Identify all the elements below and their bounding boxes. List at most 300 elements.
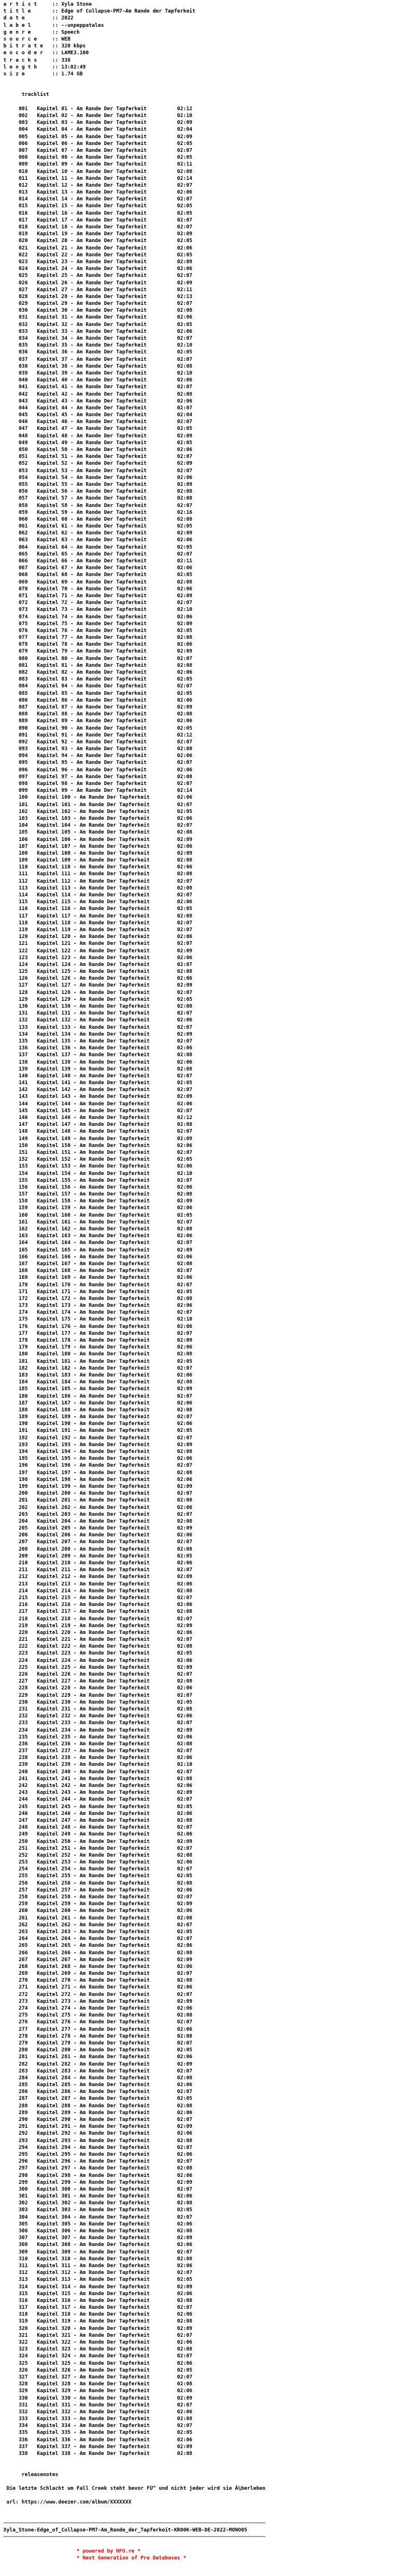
- track-row: 085 Kapitel 85 - Am Rande Der Tapferkeit 02:05: [3, 690, 193, 697]
- track-row: 124 Kapitel 124 - Am Rande Der Tapferkeit 02:07: [3, 961, 193, 968]
- track-row: 321 Kapitel 321 - Am Rande Der Tapferkeit 02:07: [3, 2332, 193, 2338]
- track-row: 202 Kapitel 202 - Am Rande Der Tapferkeit 02:06: [3, 1504, 193, 1511]
- track-row: 217 Kapitel 217 - Am Rande Der Tapferkeit 02:08: [3, 1609, 193, 1615]
- track-row: 027 Kapitel 27 - Am Rande Der Tapferkeit 02:11: [3, 287, 193, 293]
- track-row: 193 Kapitel 193 - Am Rande Der Tapferkeit 02:09: [3, 1442, 193, 1448]
- track-row: 146 Kapitel 146 - Am Rande Der Tapferkeit 02:12: [3, 1115, 193, 1121]
- track-row: 326 Kapitel 326 - Am Rande Der Tapferkeit 02:05: [3, 2367, 193, 2373]
- track-row: 108 Kapitel 108 - Am Rande Der Tapferkeit 02:09: [3, 850, 193, 856]
- track-row: 176 Kapitel 176 - Am Rande Der Tapferkeit 02:06: [3, 1323, 193, 1330]
- track-row: 171 Kapitel 171 - Am Rande Der Tapferkeit 02:05: [3, 1289, 193, 1295]
- track-row: 334 Kapitel 334 - Am Rande Der Tapferkeit 02:07: [3, 2423, 193, 2429]
- track-row: 002 Kapitel 02 - Am Rande Der Tapferkeit 02:10: [3, 113, 193, 119]
- track-row: 251 Kapitel 251 - Am Rande Der Tapferkeit 02:07: [3, 1845, 193, 1852]
- track-row: 106 Kapitel 106 - Am Rande Der Tapferkeit 02:09: [3, 836, 193, 843]
- track-row: 319 Kapitel 319 - Am Rande Der Tapferkeit 02:08: [3, 2319, 193, 2325]
- blank-line: [3, 2506, 403, 2513]
- track-row: 234 Kapitel 234 - Am Rande Der Tapferkeit 02:09: [3, 1727, 193, 1733]
- track-row: 271 Kapitel 271 - Am Rande Der Tapferkeit 02:06: [3, 1985, 193, 1991]
- track-row: 306 Kapitel 306 - Am Rande Der Tapferkeit 02:08: [3, 2228, 193, 2234]
- track-row: 227 Kapitel 227 - Am Rande Der Tapferkeit 02:08: [3, 1679, 193, 1685]
- track-row: 174 Kapitel 174 - Am Rande Der Tapferkeit 02:07: [3, 1310, 193, 1316]
- track-row: 093 Kapitel 93 - Am Rande Der Tapferkeit 02:08: [3, 746, 193, 752]
- track-row: 178 Kapitel 178 - Am Rande Der Tapferkeit 02:09: [3, 1338, 193, 1343]
- track-row: 082 Kapitel 82 - Am Rande Der Tapferkeit 02:06: [3, 670, 193, 675]
- track-row: 163 Kapitel 163 - Am Rande Der Tapferkeit 02:06: [3, 1233, 193, 1239]
- track-row: 304 Kapitel 304 - Am Rande Der Tapferkeit 02:07: [3, 2214, 193, 2220]
- track-row: 257 Kapitel 257 - Am Rande Der Tapferkeit 02:06: [3, 1887, 193, 1893]
- track-row: 070 Kapitel 70 - Am Rande Der Tapferkeit 02:06: [3, 586, 193, 592]
- track-row: 054 Kapitel 54 - Am Rande Der Tapferkeit 02:06: [3, 474, 193, 481]
- header-line: s i z e :: 1.74 GB: [3, 71, 83, 77]
- track-row: 020 Kapitel 20 - Am Rande Der Tapferkeit 02:05: [3, 238, 193, 244]
- track-row: 168 Kapitel 168 - Am Rande Der Tapferkeit 02:07: [3, 1268, 193, 1274]
- track-row: 090 Kapitel 90 - Am Rande Der Tapferkeit 02:05: [3, 725, 193, 731]
- track-row: 083 Kapitel 83 - Am Rande Der Tapferkeit 02:05: [3, 677, 193, 683]
- header-line: a r t i s t :: Xyla Stone: [3, 2, 92, 7]
- track-row: 013 Kapitel 13 - Am Rande Der Tapferkeit 02:06: [3, 190, 193, 196]
- track-row: 189 Kapitel 189 - Am Rande Der Tapferkeit 02:07: [3, 1414, 193, 1420]
- track-row: 153 Kapitel 153 - Am Rande Der Tapferkeit 02:06: [3, 1164, 193, 1170]
- track-row: 220 Kapitel 220 - Am Rande Der Tapferkeit 02:06: [3, 1629, 193, 1636]
- track-row: 084 Kapitel 84 - Am Rande Der Tapferkeit 02:07: [3, 683, 193, 690]
- track-row: 177 Kapitel 177 - Am Rande Der Tapferkeit 02:07: [3, 1330, 193, 1337]
- track-row: 194 Kapitel 194 - Am Rande Der Tapferkeit 02:08: [3, 1449, 193, 1455]
- track-row: 048 Kapitel 48 - Am Rande Der Tapferkeit 02:09: [3, 433, 193, 439]
- track-row: 187 Kapitel 187 - Am Rande Der Tapferkeit 02:06: [3, 1400, 193, 1406]
- track-row: 003 Kapitel 03 - Am Rande Der Tapferkeit 02:09: [3, 120, 193, 126]
- track-row: 074 Kapitel 74 - Am Rande Der Tapferkeit 02:06: [3, 614, 193, 620]
- track-row: 125 Kapitel 125 - Am Rande Der Tapferkeit 02:08: [3, 969, 193, 975]
- track-row: 199 Kapitel 199 - Am Rande Der Tapferkeit 02:09: [3, 1483, 193, 1490]
- track-row: 212 Kapitel 212 - Am Rande Der Tapferkeit 02:09: [3, 1574, 193, 1580]
- track-row: 014 Kapitel 14 - Am Rande Der Tapferkeit 02:07: [3, 196, 193, 203]
- track-row: 225 Kapitel 225 - Am Rande Der Tapferkeit 02:09: [3, 1664, 193, 1671]
- track-row: 237 Kapitel 237 - Am Rande Der Tapferkeit 02:07: [3, 1748, 193, 1754]
- track-row: 123 Kapitel 123 - Am Rande Der Tapferkeit 02:06: [3, 955, 193, 961]
- track-row: 089 Kapitel 89 - Am Rande Der Tapferkeit 02:06: [3, 718, 193, 724]
- track-row: 260 Kapitel 260 - Am Rande Der Tapferkeit 02:06: [3, 1908, 193, 1914]
- track-row: 088 Kapitel 88 - Am Rande Der Tapferkeit 02:08: [3, 711, 193, 718]
- track-row: 150 Kapitel 150 - Am Rande Der Tapferkeit 02:06: [3, 1142, 193, 1149]
- track-row: 132 Kapitel 132 - Am Rande Der Tapferkeit 02:06: [3, 1017, 193, 1024]
- track-row: 007 Kapitel 07 - Am Rande Der Tapferkeit 02:07: [3, 147, 193, 154]
- track-row: 256 Kapitel 256 - Am Rande Der Tapferkeit 02:08: [3, 1880, 193, 1886]
- track-row: 055 Kapitel 55 - Am Rande Der Tapferkeit 02:09: [3, 481, 193, 488]
- track-row: 323 Kapitel 323 - Am Rande Der Tapferkeit 02:08: [3, 2346, 193, 2353]
- track-row: 299 Kapitel 299 - Am Rande Der Tapferkeit 02:09: [3, 2179, 193, 2185]
- header-line: l e n g t h :: 13:02:49: [3, 64, 86, 70]
- track-row: 252 Kapitel 252 - Am Rande Der Tapferkeit 02:08: [3, 1852, 193, 1858]
- track-row: 243 Kapitel 243 - Am Rande Der Tapferkeit 02:09: [3, 1790, 193, 1796]
- track-row: 239 Kapitel 239 - Am Rande Der Tapferkeit 02:10: [3, 1762, 193, 1768]
- track-row: 099 Kapitel 99 - Am Rande Der Tapferkeit 02:14: [3, 788, 193, 794]
- track-row: 105 Kapitel 105 - Am Rande Der Tapferkeit 02:08: [3, 830, 193, 836]
- track-row: 190 Kapitel 190 - Am Rande Der Tapferkeit 02:06: [3, 1421, 193, 1427]
- track-row: 215 Kapitel 215 - Am Rande Der Tapferkeit 02:07: [3, 1595, 193, 1601]
- track-row: 101 Kapitel 101 - Am Rande Der Tapferkeit 02:07: [3, 802, 193, 808]
- track-row: 201 Kapitel 201 - Am Rande Der Tapferkeit 02:08: [3, 1498, 193, 1504]
- track-row: 317 Kapitel 317 - Am Rande Der Tapferkeit 02:07: [3, 2305, 193, 2311]
- track-row: 128 Kapitel 128 - Am Rande Der Tapferkeit 02:07: [3, 989, 193, 996]
- track-row: 147 Kapitel 147 - Am Rande Der Tapferkeit 02:08: [3, 1122, 193, 1128]
- track-row: 209 Kapitel 209 - Am Rande Der Tapferkeit 02:05: [3, 1553, 193, 1559]
- track-row: 235 Kapitel 235 - Am Rande Der Tapferkeit 02:06: [3, 1734, 193, 1740]
- footer-line: * Next Generation of Pre Databases *: [3, 2555, 186, 2561]
- track-row: 031 Kapitel 31 - Am Rande Der Tapferkeit 02:06: [3, 315, 193, 321]
- track-row: 245 Kapitel 245 - Am Rande Der Tapferkeit 02:05: [3, 1804, 193, 1810]
- track-row: 142 Kapitel 142 - Am Rande Der Tapferkeit 02:07: [3, 1087, 193, 1093]
- track-row: 275 Kapitel 275 - Am Rande Der Tapferkeit 02:08: [3, 2012, 193, 2019]
- track-row: 166 Kapitel 166 - Am Rande Der Tapferkeit 02:06: [3, 1254, 193, 1260]
- track-row: 136 Kapitel 136 - Am Rande Der Tapferkeit 02:06: [3, 1045, 193, 1052]
- track-row: 059 Kapitel 59 - Am Rande Der Tapferkeit 02:16: [3, 509, 193, 516]
- track-row: 320 Kapitel 320 - Am Rande Der Tapferkeit 02:09: [3, 2325, 193, 2332]
- track-row: 095 Kapitel 95 - Am Rande Der Tapferkeit 02:07: [3, 760, 193, 766]
- track-row: 010 Kapitel 10 - Am Rande Der Tapferkeit 02:08: [3, 168, 193, 175]
- track-row: 065 Kapitel 65 - Am Rande Der Tapferkeit 02:07: [3, 551, 193, 557]
- track-row: 327 Kapitel 327 - Am Rande Der Tapferkeit 02:07: [3, 2374, 193, 2380]
- track-row: 152 Kapitel 152 - Am Rande Der Tapferkeit 02:05: [3, 1157, 193, 1163]
- track-row: 156 Kapitel 156 - Am Rande Der Tapferkeit 02:06: [3, 1184, 193, 1190]
- track-row: 096 Kapitel 96 - Am Rande Der Tapferkeit 02:06: [3, 767, 193, 773]
- tracklist-title: tracklist: [3, 92, 50, 98]
- track-row: 198 Kapitel 198 - Am Rande Der Tapferkeit 02:06: [3, 1476, 193, 1483]
- track-row: 043 Kapitel 43 - Am Rande Der Tapferkeit 02:06: [3, 398, 193, 404]
- track-row: 044 Kapitel 44 - Am Rande Der Tapferkeit 02:07: [3, 405, 193, 411]
- track-row: 114 Kapitel 114 - Am Rande Der Tapferkeit 02:07: [3, 892, 193, 898]
- track-row: 148 Kapitel 148 - Am Rande Der Tapferkeit 02:07: [3, 1129, 193, 1135]
- track-row: 104 Kapitel 104 - Am Rande Der Tapferkeit 02:07: [3, 823, 193, 829]
- track-row: 318 Kapitel 318 - Am Rande Der Tapferkeit 02:06: [3, 2312, 193, 2318]
- track-row: 196 Kapitel 196 - Am Rande Der Tapferkeit 02:07: [3, 1463, 193, 1469]
- track-row: 061 Kapitel 61 - Am Rande Der Tapferkeit 02:05: [3, 524, 193, 530]
- track-row: 322 Kapitel 322 - Am Rande Der Tapferkeit 02:06: [3, 2340, 193, 2345]
- track-row: 297 Kapitel 297 - Am Rande Der Tapferkeit 02:08: [3, 2166, 193, 2172]
- track-row: 046 Kapitel 46 - Am Rande Der Tapferkeit 02:07: [3, 419, 193, 425]
- track-row: 203 Kapitel 203 - Am Rande Der Tapferkeit 02:07: [3, 1511, 193, 1518]
- track-row: 240 Kapitel 240 - Am Rande Der Tapferkeit 02:07: [3, 1769, 193, 1775]
- track-row: 314 Kapitel 314 - Am Rande Der Tapferkeit 02:09: [3, 2284, 193, 2290]
- track-row: 185 Kapitel 185 - Am Rande Der Tapferkeit 02:09: [3, 1386, 193, 1392]
- track-row: 092 Kapitel 92 - Am Rande Der Tapferkeit 02:07: [3, 739, 193, 745]
- track-row: 137 Kapitel 137 - Am Rande Der Tapferkeit 02:08: [3, 1052, 193, 1058]
- releasenotes-line: [3, 2492, 403, 2499]
- track-row: 100 Kapitel 100 - Am Rande Der Tapferkeit 02:06: [3, 795, 193, 801]
- track-row: 113 Kapitel 113 - Am Rande Der Tapferkeit 02:08: [3, 885, 193, 891]
- track-row: 021 Kapitel 21 - Am Rande Der Tapferkeit 02:06: [3, 245, 193, 251]
- track-row: 277 Kapitel 277 - Am Rande Der Tapferkeit 02:06: [3, 2026, 193, 2032]
- track-row: 289 Kapitel 289 - Am Rande Der Tapferkeit 02:06: [3, 2110, 193, 2116]
- track-row: 188 Kapitel 188 - Am Rande Der Tapferkeit 02:08: [3, 1407, 193, 1413]
- track-row: 159 Kapitel 159 - Am Rande Der Tapferkeit 02:06: [3, 1205, 193, 1211]
- track-row: 049 Kapitel 49 - Am Rande Der Tapferkeit 02:05: [3, 440, 193, 446]
- track-row: 286 Kapitel 286 - Am Rande Der Tapferkeit 02:07: [3, 2089, 193, 2095]
- track-row: 338 Kapitel 338 - Am Rande Der Tapferkeit 02:08: [3, 2451, 193, 2457]
- track-row: 028 Kapitel 28 - Am Rande Der Tapferkeit 02:13: [3, 293, 193, 300]
- track-row: 127 Kapitel 127 - Am Rande Der Tapferkeit 02:09: [3, 983, 193, 989]
- track-row: 313 Kapitel 313 - Am Rande Der Tapferkeit 02:05: [3, 2277, 193, 2283]
- track-row: 057 Kapitel 57 - Am Rande Der Tapferkeit 02:08: [3, 496, 193, 502]
- track-row: 098 Kapitel 98 - Am Rande Der Tapferkeit 02:07: [3, 781, 193, 787]
- track-row: 126 Kapitel 126 - Am Rande Der Tapferkeit 02:06: [3, 976, 193, 982]
- track-row: 283 Kapitel 283 - Am Rande Der Tapferkeit 02:07: [3, 2068, 193, 2074]
- header-line: l a b e l :: --unpeppatales: [3, 22, 104, 29]
- track-row: 149 Kapitel 149 - Am Rande Der Tapferkeit 02:09: [3, 1136, 193, 1142]
- track-row: 182 Kapitel 182 - Am Rande Der Tapferkeit 02:07: [3, 1365, 193, 1371]
- releasenotes-line: url: https://www.deezer.com/album/XXXXXXX: [3, 2499, 132, 2506]
- track-row: 205 Kapitel 205 - Am Rande Der Tapferkeit 02:09: [3, 1526, 193, 1532]
- track-row: 155 Kapitel 155 - Am Rande Der Tapferkeit 02:07: [3, 1177, 193, 1184]
- header-line: d a t e :: 2022: [3, 15, 74, 22]
- track-row: 011 Kapitel 11 - Am Rande Der Tapferkeit 02:14: [3, 175, 193, 182]
- track-row: 141 Kapitel 141 - Am Rande Der Tapferkeit 02:05: [3, 1080, 193, 1086]
- track-row: 015 Kapitel 15 - Am Rande Der Tapferkeit 02:05: [3, 203, 193, 210]
- track-row: 331 Kapitel 331 - Am Rande Der Tapferkeit 02:07: [3, 2402, 193, 2408]
- track-row: 086 Kapitel 86 - Am Rande Der Tapferkeit 02:06: [3, 697, 193, 703]
- track-row: 206 Kapitel 206 - Am Rande Der Tapferkeit 02:06: [3, 1532, 193, 1539]
- track-row: 325 Kapitel 325 - Am Rande Der Tapferkeit 02:06: [3, 2360, 193, 2366]
- track-row: 064 Kapitel 64 - Am Rande Der Tapferkeit 02:05: [3, 544, 193, 550]
- track-row: 229 Kapitel 229 - Am Rande Der Tapferkeit 02:07: [3, 1692, 193, 1698]
- header-line: t i t l e :: Edge of Collapse-PM7-Am Rande der Tapferkeit: [3, 9, 196, 15]
- header-line: e n c o d e r :: LAME3.100: [3, 50, 89, 57]
- track-row: 004 Kapitel 04 - Am Rande Der Tapferkeit 02:04: [3, 127, 193, 133]
- track-row: 311 Kapitel 311 - Am Rande Der Tapferkeit 02:06: [3, 2263, 193, 2269]
- track-row: 328 Kapitel 328 - Am Rande Der Tapferkeit 02:08: [3, 2381, 193, 2388]
- blank-line: [3, 2513, 403, 2520]
- track-row: 258 Kapitel 258 - Am Rande Der Tapferkeit 02:07: [3, 1894, 193, 1900]
- track-row: 135 Kapitel 135 - Am Rande Der Tapferkeit 02:07: [3, 1038, 193, 1044]
- track-row: 230 Kapitel 230 - Am Rande Der Tapferkeit 02:05: [3, 1699, 193, 1705]
- track-row: 324 Kapitel 324 - Am Rande Der Tapferkeit 02:07: [3, 2353, 193, 2360]
- track-row: 276 Kapitel 276 - Am Rande Der Tapferkeit 02:07: [3, 2019, 193, 2026]
- track-row: 009 Kapitel 09 - Am Rande Der Tapferkeit 02:11: [3, 162, 193, 168]
- track-row: 294 Kapitel 294 - Am Rande Der Tapferkeit 02:07: [3, 2144, 193, 2151]
- track-row: 030 Kapitel 30 - Am Rande Der Tapferkeit 02:08: [3, 308, 193, 314]
- track-row: 103 Kapitel 103 - Am Rande Der Tapferkeit 02:06: [3, 815, 193, 822]
- track-row: 045 Kapitel 45 - Am Rande Der Tapferkeit 02:04: [3, 412, 193, 418]
- track-row: 170 Kapitel 170 - Am Rande Der Tapferkeit 02:07: [3, 1282, 193, 1288]
- track-row: 110 Kapitel 110 - Am Rande Der Tapferkeit 02:06: [3, 864, 193, 871]
- track-row: 302 Kapitel 302 - Am Rande Der Tapferkeit 02:08: [3, 2200, 193, 2207]
- track-row: 160 Kapitel 160 - Am Rande Der Tapferkeit 02:05: [3, 1212, 193, 1218]
- track-row: 018 Kapitel 18 - Am Rande Der Tapferkeit 02:07: [3, 224, 193, 230]
- blank-line: [3, 2478, 403, 2485]
- track-row: 249 Kapitel 249 - Am Rande Der Tapferkeit 02:06: [3, 1832, 193, 1838]
- track-row: 278 Kapitel 278 - Am Rande Der Tapferkeit 02:08: [3, 2033, 193, 2039]
- track-row: 232 Kapitel 232 - Am Rande Der Tapferkeit 02:06: [3, 1713, 193, 1720]
- track-row: 062 Kapitel 62 - Am Rande Der Tapferkeit 02:09: [3, 530, 193, 537]
- track-row: 078 Kapitel 78 - Am Rande Der Tapferkeit 02:06: [3, 642, 193, 648]
- track-row: 210 Kapitel 210 - Am Rande Der Tapferkeit 02:06: [3, 1560, 193, 1566]
- track-row: 265 Kapitel 265 - Am Rande Der Tapferkeit 02:06: [3, 1943, 193, 1949]
- releasenotes-title: releasenotes: [3, 2472, 59, 2478]
- track-row: 005 Kapitel 05 - Am Rande Der Tapferkeit 02:09: [3, 134, 193, 140]
- track-row: 172 Kapitel 172 - Am Rande Der Tapferkeit 02:08: [3, 1295, 193, 1302]
- track-row: 282 Kapitel 282 - Am Rande Der Tapferkeit 02:09: [3, 2061, 193, 2067]
- track-row: 213 Kapitel 213 - Am Rande Der Tapferkeit 02:06: [3, 1581, 193, 1587]
- track-row: 173 Kapitel 173 - Am Rande Der Tapferkeit 02:06: [3, 1303, 193, 1309]
- track-row: 195 Kapitel 195 - Am Rande Der Tapferkeit 02:06: [3, 1456, 193, 1462]
- track-row: 131 Kapitel 131 - Am Rande Der Tapferkeit 02:07: [3, 1011, 193, 1017]
- track-row: 008 Kapitel 08 - Am Rande Der Tapferkeit 02:05: [3, 155, 193, 161]
- track-row: 037 Kapitel 37 - Am Rande Der Tapferkeit 02:07: [3, 356, 193, 363]
- track-row: 051 Kapitel 51 - Am Rande Der Tapferkeit 02:07: [3, 454, 193, 460]
- track-row: 117 Kapitel 117 - Am Rande Der Tapferkeit 02:08: [3, 913, 193, 919]
- track-row: 228 Kapitel 228 - Am Rande Der Tapferkeit 02:06: [3, 1685, 193, 1692]
- track-row: 222 Kapitel 222 - Am Rande Der Tapferkeit 02:08: [3, 1644, 193, 1650]
- blank-line: [3, 2457, 403, 2464]
- track-row: 041 Kapitel 41 - Am Rande Der Tapferkeit 02:07: [3, 384, 193, 391]
- track-row: 019 Kapitel 19 - Am Rande Der Tapferkeit 02:09: [3, 231, 193, 238]
- track-row: 287 Kapitel 287 - Am Rande Der Tapferkeit 02:05: [3, 2096, 193, 2102]
- track-row: 071 Kapitel 71 - Am Rande Der Tapferkeit 02:09: [3, 593, 193, 599]
- track-row: 336 Kapitel 336 - Am Rande Der Tapferkeit 02:06: [3, 2437, 193, 2443]
- track-row: 184 Kapitel 184 - Am Rande Der Tapferkeit 02:08: [3, 1379, 193, 1386]
- track-row: 223 Kapitel 223 - Am Rande Der Tapferkeit 02:05: [3, 1651, 193, 1657]
- track-row: 158 Kapitel 158 - Am Rande Der Tapferkeit 02:09: [3, 1198, 193, 1205]
- track-row: 063 Kapitel 63 - Am Rande Der Tapferkeit 02:06: [3, 537, 193, 544]
- header-line: g e n r e :: Speech: [3, 29, 80, 35]
- track-row: 246 Kapitel 246 - Am Rande Der Tapferkeit 02:06: [3, 1810, 193, 1817]
- track-row: 151 Kapitel 151 - Am Rande Der Tapferkeit 02:07: [3, 1149, 193, 1156]
- track-row: 077 Kapitel 77 - Am Rande Der Tapferkeit 02:08: [3, 635, 193, 641]
- track-row: 262 Kapitel 262 - Am Rande Der Tapferkeit 02:07: [3, 1922, 193, 1928]
- track-row: 272 Kapitel 272 - Am Rande Der Tapferkeit 02:07: [3, 1991, 193, 1998]
- track-row: 130 Kapitel 130 - Am Rande Der Tapferkeit 02:08: [3, 1004, 193, 1009]
- blank-line: [3, 2541, 403, 2547]
- track-row: 279 Kapitel 279 - Am Rande Der Tapferkeit 02:07: [3, 2040, 193, 2046]
- track-row: 143 Kapitel 143 - Am Rande Der Tapferkeit 02:09: [3, 1094, 193, 1100]
- track-row: 164 Kapitel 164 - Am Rande Der Tapferkeit 02:07: [3, 1240, 193, 1246]
- track-row: 038 Kapitel 38 - Am Rande Der Tapferkeit 02:08: [3, 363, 193, 369]
- track-row: 303 Kapitel 303 - Am Rande Der Tapferkeit 02:05: [3, 2207, 193, 2213]
- track-row: 267 Kapitel 267 - Am Rande Der Tapferkeit 02:09: [3, 1957, 193, 1963]
- divider: ──────────────────────────────────────────────────────────────────────────────────────: [3, 2520, 266, 2526]
- track-row: 157 Kapitel 157 - Am Rande Der Tapferkeit 02:08: [3, 1192, 193, 1198]
- track-row: 179 Kapitel 179 - Am Rande Der Tapferkeit 02:06: [3, 1345, 193, 1351]
- track-row: 111 Kapitel 111 - Am Rande Der Tapferkeit 02:08: [3, 871, 193, 878]
- track-row: 316 Kapitel 316 - Am Rande Der Tapferkeit 02:08: [3, 2297, 193, 2304]
- release-name: Xyla_Stone-Edge_of_Collapse-PM7-Am_Rande_der_Tapferkeit-KR00K-WEB-DE-2022-MONO05: [3, 2527, 247, 2534]
- track-row: 285 Kapitel 285 - Am Rande Der Tapferkeit 02:06: [3, 2082, 193, 2088]
- track-row: 284 Kapitel 284 - Am Rande Der Tapferkeit 02:08: [3, 2075, 193, 2081]
- track-row: 034 Kapitel 34 - Am Rande Der Tapferkeit 02:07: [3, 336, 193, 341]
- track-row: 312 Kapitel 312 - Am Rande Der Tapferkeit 02:07: [3, 2270, 193, 2276]
- track-row: 292 Kapitel 292 - Am Rande Der Tapferkeit 02:06: [3, 2131, 193, 2137]
- track-row: 307 Kapitel 307 - Am Rande Der Tapferkeit 02:09: [3, 2235, 193, 2241]
- track-row: 200 Kapitel 200 - Am Rande Der Tapferkeit 02:07: [3, 1491, 193, 1497]
- track-row: 221 Kapitel 221 - Am Rande Der Tapferkeit 02:07: [3, 1637, 193, 1643]
- track-row: 039 Kapitel 39 - Am Rande Der Tapferkeit 02:10: [3, 370, 193, 376]
- track-row: 067 Kapitel 67 - Am Rande Der Tapferkeit 02:06: [3, 565, 193, 571]
- track-row: 075 Kapitel 75 - Am Rande Der Tapferkeit 02:09: [3, 621, 193, 627]
- track-row: 138 Kapitel 138 - Am Rande Der Tapferkeit 02:06: [3, 1059, 193, 1065]
- track-row: 305 Kapitel 305 - Am Rande Der Tapferkeit 02:06: [3, 2221, 193, 2227]
- track-row: 001 Kapitel 01 - Am Rande Der Tapferkeit 02:12: [3, 106, 193, 112]
- track-row: 056 Kapitel 56 - Am Rande Der Tapferkeit 02:08: [3, 489, 193, 495]
- track-row: 250 Kapitel 250 - Am Rande Der Tapferkeit 02:09: [3, 1838, 193, 1845]
- track-row: 053 Kapitel 53 - Am Rande Der Tapferkeit 02:07: [3, 468, 193, 474]
- track-row: 032 Kapitel 32 - Am Rande Der Tapferkeit 02:05: [3, 321, 193, 328]
- track-row: 226 Kapitel 226 - Am Rande Der Tapferkeit 02:07: [3, 1672, 193, 1677]
- track-row: 183 Kapitel 183 - Am Rande Der Tapferkeit 02:06: [3, 1372, 193, 1378]
- track-row: 280 Kapitel 280 - Am Rande Der Tapferkeit 02:05: [3, 2047, 193, 2054]
- track-row: 270 Kapitel 270 - Am Rande Der Tapferkeit 02:08: [3, 1978, 193, 1984]
- divider: ──────────────────────────────────────────────────────────────────────────────────────: [3, 2534, 266, 2541]
- track-row: 129 Kapitel 129 - Am Rande Der Tapferkeit 02:05: [3, 996, 193, 1003]
- track-row: 247 Kapitel 247 - Am Rande Der Tapferkeit 02:08: [3, 1817, 193, 1824]
- track-row: 133 Kapitel 133 - Am Rande Der Tapferkeit 02:07: [3, 1024, 193, 1031]
- header-line: s o u r c e :: WEB: [3, 36, 71, 42]
- track-row: 273 Kapitel 273 - Am Rande Der Tapferkeit 02:09: [3, 1998, 193, 2005]
- track-row: 244 Kapitel 244 - Am Rande Der Tapferkeit 02:07: [3, 1797, 193, 1803]
- blank-line: [3, 99, 403, 106]
- track-row: 335 Kapitel 335 - Am Rande Der Tapferkeit 02:05: [3, 2430, 193, 2436]
- track-row: 026 Kapitel 26 - Am Rande Der Tapferkeit 02:09: [3, 280, 193, 286]
- track-row: 197 Kapitel 197 - Am Rande Der Tapferkeit 02:08: [3, 1470, 193, 1476]
- track-row: 042 Kapitel 42 - Am Rande Der Tapferkeit 02:08: [3, 391, 193, 397]
- track-row: 264 Kapitel 264 - Am Rande Der Tapferkeit 02:07: [3, 1936, 193, 1942]
- track-row: 025 Kapitel 25 - Am Rande Der Tapferkeit 02:07: [3, 273, 193, 279]
- track-row: 301 Kapitel 301 - Am Rande Der Tapferkeit 02:06: [3, 2193, 193, 2200]
- track-row: 033 Kapitel 33 - Am Rande Der Tapferkeit 02:06: [3, 328, 193, 335]
- track-row: 154 Kapitel 154 - Am Rande Der Tapferkeit 02:10: [3, 1170, 193, 1177]
- track-row: 094 Kapitel 94 - Am Rande Der Tapferkeit 02:06: [3, 753, 193, 759]
- track-row: 238 Kapitel 238 - Am Rande Der Tapferkeit 02:06: [3, 1755, 193, 1761]
- footer-line: * powered by NFO.re *: [3, 2548, 141, 2554]
- track-row: 022 Kapitel 22 - Am Rande Der Tapferkeit 02:05: [3, 252, 193, 258]
- track-row: 068 Kapitel 68 - Am Rande Der Tapferkeit 02:05: [3, 572, 193, 578]
- track-row: 261 Kapitel 261 - Am Rande Der Tapferkeit 02:08: [3, 1915, 193, 1921]
- blank-line: [3, 78, 403, 84]
- track-row: 119 Kapitel 119 - Am Rande Der Tapferkeit 02:07: [3, 927, 193, 933]
- track-row: 259 Kapitel 259 - Am Rande Der Tapferkeit 02:09: [3, 1901, 193, 1907]
- track-row: 121 Kapitel 121 - Am Rande Der Tapferkeit 02:07: [3, 941, 193, 947]
- track-row: 181 Kapitel 181 - Am Rande Der Tapferkeit 02:05: [3, 1358, 193, 1365]
- track-row: 017 Kapitel 17 - Am Rande Der Tapferkeit 02:07: [3, 217, 193, 223]
- blank-line: [3, 84, 403, 91]
- track-row: 069 Kapitel 69 - Am Rande Der Tapferkeit 02:08: [3, 579, 193, 585]
- track-row: 290 Kapitel 290 - Am Rande Der Tapferkeit 02:07: [3, 2117, 193, 2123]
- header-line: t r a c k s :: 338: [3, 57, 71, 63]
- track-row: 140 Kapitel 140 - Am Rande Der Tapferkeit 02:07: [3, 1073, 193, 1079]
- track-row: 012 Kapitel 12 - Am Rande Der Tapferkeit 02:07: [3, 182, 193, 188]
- track-row: 107 Kapitel 107 - Am Rande Der Tapferkeit 02:06: [3, 843, 193, 850]
- track-row: 288 Kapitel 288 - Am Rande Der Tapferkeit 02:08: [3, 2103, 193, 2109]
- track-row: 139 Kapitel 139 - Am Rande Der Tapferkeit 02:08: [3, 1066, 193, 1072]
- track-row: 047 Kapitel 47 - Am Rande Der Tapferkeit 02:05: [3, 426, 193, 432]
- track-row: 169 Kapitel 169 - Am Rande Der Tapferkeit 02:06: [3, 1275, 193, 1281]
- track-row: 175 Kapitel 175 - Am Rande Der Tapferkeit 02:10: [3, 1317, 193, 1323]
- track-row: 081 Kapitel 81 - Am Rande Der Tapferkeit 02:08: [3, 662, 193, 669]
- track-row: 162 Kapitel 162 - Am Rande Der Tapferkeit 02:08: [3, 1226, 193, 1232]
- track-row: 218 Kapitel 218 - Am Rande Der Tapferkeit 02:07: [3, 1616, 193, 1622]
- track-row: 161 Kapitel 161 - Am Rande Der Tapferkeit 02:07: [3, 1219, 193, 1225]
- track-row: 060 Kapitel 60 - Am Rande Der Tapferkeit 02:08: [3, 516, 193, 522]
- track-row: 204 Kapitel 204 - Am Rande Der Tapferkeit 02:08: [3, 1518, 193, 1524]
- track-row: 263 Kapitel 263 - Am Rande Der Tapferkeit 02:05: [3, 1929, 193, 1935]
- track-row: 242 Kapitel 242 - Am Rande Der Tapferkeit 02:06: [3, 1783, 193, 1789]
- track-row: 296 Kapitel 296 - Am Rande Der Tapferkeit 02:07: [3, 2159, 193, 2165]
- track-row: 087 Kapitel 87 - Am Rande Der Tapferkeit 02:09: [3, 704, 193, 710]
- track-row: 266 Kapitel 266 - Am Rande Der Tapferkeit 02:08: [3, 1950, 193, 1956]
- track-row: 035 Kapitel 35 - Am Rande Der Tapferkeit 02:10: [3, 343, 193, 349]
- track-row: 116 Kapitel 116 - Am Rande Der Tapferkeit 02:05: [3, 906, 193, 912]
- track-row: 109 Kapitel 109 - Am Rande Der Tapferkeit 02:08: [3, 858, 193, 864]
- track-row: 333 Kapitel 333 - Am Rande Der Tapferkeit 02:08: [3, 2416, 193, 2422]
